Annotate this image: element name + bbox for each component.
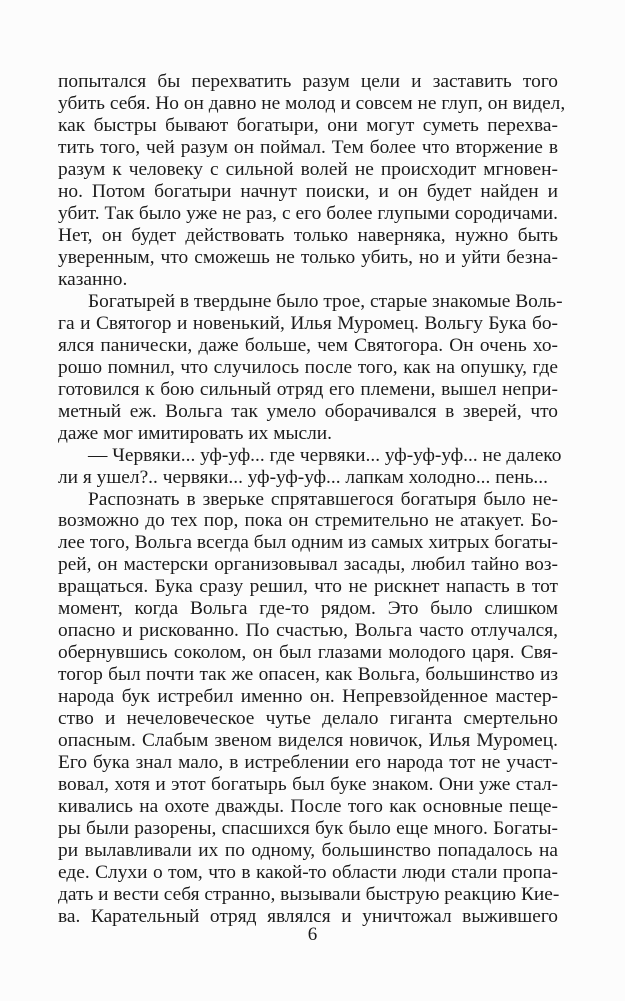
text-line: Нет, он будет действовать только наверняка, нужно быть (58, 224, 558, 246)
text-line: вращаться. Бука сразу решил, что не рискнет напасть в тот (58, 576, 558, 598)
text-line: тить того, чей разум он поймал. Тем более что вторжение в (58, 136, 558, 158)
text-line: Распознать в зверьке спрятавшегося богатыря было не- (88, 488, 558, 510)
text-line: разум к человеку с сильной волей не происходит мгновен- (58, 158, 558, 180)
text-line: тогор был почти так же опасен, как Вольга, большинство из (58, 664, 558, 686)
text-line: уверенным, что сможешь не только убить, но и уйти безна- (58, 246, 558, 268)
text-line: вовал, хотя и этот богатырь был буке знаком. Они уже стал- (58, 774, 558, 796)
text-line: ли я ушел?.. червяки... уф-уф-уф... лапкам холодно... пень... (58, 466, 548, 488)
text-line: ва. Карательный отряд являлся и уничтожал выжившего (58, 906, 558, 927)
text-line: дать и вести себя странно, вызывали быструю реакцию Кие- (58, 884, 560, 906)
text-line: момент, когда Вольга где-то рядом. Это было слишком (58, 598, 558, 620)
text-line: рей, он мастерски организовывал засады, любил тайно воз- (58, 554, 558, 576)
text-line: га и Святогор и новенький, Илья Муромец. Вольгу Бука бо- (58, 312, 558, 334)
text-line: опасным. Слабым звеном виделся новичок, Илья Муромец. (58, 730, 558, 752)
text-line: еде. Слухи о том, что в какой-то области люди стали пропа- (58, 862, 558, 884)
text-line: ры были разорены, спасшихся бук было еще много. Богаты- (58, 818, 558, 840)
text-line: рошо помнил, что случилось после того, как на опушку, где (58, 356, 558, 378)
text-line: но. Потом богатыри начнут поиски, и он будет найден и (58, 180, 558, 202)
text-line: ялся панически, даже больше, чем Святогора. Он очень хо- (58, 334, 558, 356)
text-line: народа бук истребил именно он. Непревзойденное мастер- (58, 686, 558, 708)
text-line: — Червяки... уф-уф... где червяки... уф-уф-уф... не далеко (88, 444, 562, 466)
text-line: попытался бы перехватить разум цели и заставить того (58, 71, 558, 92)
text-line: казанно. (58, 268, 128, 290)
text-line: ство и нечеловеческое чутье делало гиганта смертельно (58, 708, 558, 730)
text-line: опасно и рискованно. По счастью, Вольга часто отлучался, (58, 620, 558, 642)
text-line: Его бука знал мало, в истреблении его народа тот не участ- (58, 752, 558, 774)
text-line: ри вылавливали их по одному, большинство попадалось на (58, 840, 558, 862)
text-line: кивались на охоте дважды. После того как основные пеще- (58, 796, 558, 818)
text-line: как быстры бывают богатыри, они могут суметь перехва- (58, 114, 558, 136)
page-number: 6 (307, 924, 318, 945)
text-line: убить себя. Но он давно не молод и совсем не глуп, он видел, (58, 92, 566, 114)
text-line: готовился к бою сильный отряд его племени, вышел непри- (58, 378, 558, 400)
text-line: Богатырей в твердыне было трое, старые знакомые Воль- (88, 290, 563, 312)
text-line: возможно до тех пор, пока он стремительно не атакует. Бо- (58, 510, 558, 532)
text-line: метный еж. Вольга так умело оборачивался в зверей, что (58, 400, 558, 422)
text-line: убит. Так было уже не раз, с его более глупыми сородичами. (58, 202, 558, 224)
text-line: обернувшись соколом, он был глазами молодого царя. Свя- (58, 642, 558, 664)
text-line: лее того, Вольга всегда был одним из самых хитрых богаты- (58, 532, 558, 554)
text-line: даже мог имитировать их мысли. (58, 422, 332, 444)
